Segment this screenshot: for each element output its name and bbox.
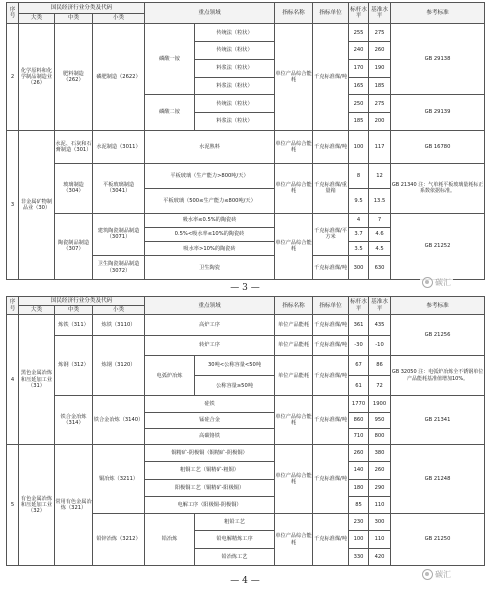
cell-minor: 炼钢（3120） <box>93 335 145 396</box>
cell-baseline: 380 <box>369 445 391 462</box>
cell-baseline: 110 <box>369 531 391 548</box>
cell-reference: GB 16780 <box>391 130 485 163</box>
cell-benchmark: 170 <box>349 59 369 77</box>
cell-indicator: 单位产品综合能耗 <box>275 163 313 213</box>
cell-baseline: 300 <box>369 514 391 531</box>
cell-benchmark: -30 <box>349 335 369 355</box>
cell-field: 粗铜工艺（铜精矿-粗铜） <box>145 462 275 479</box>
cell-baseline: 190 <box>369 59 391 77</box>
cell-major: 黑色金属冶炼和压延加工业（31） <box>19 315 55 445</box>
header-reference: 参考标准 <box>391 297 485 315</box>
cell-benchmark: 67 <box>349 355 369 375</box>
cell-baseline: 12 <box>369 163 391 188</box>
cell-minor: 铅锌冶炼（3212） <box>93 514 145 566</box>
cell-baseline: 1900 <box>369 396 391 412</box>
header-reference: 参考标准 <box>391 3 485 24</box>
wechat-channel-icon <box>422 569 433 580</box>
cell-medium: 水泥、石灰和石膏制造（301） <box>55 130 93 163</box>
wechat-channel-icon <box>422 277 433 288</box>
cell-field-b: 料浆法（粒状） <box>195 113 275 131</box>
cell-benchmark: 185 <box>349 113 369 131</box>
header-seq: 序号 <box>7 297 19 315</box>
cell-indicator: 单位产品综合能耗 <box>275 445 313 514</box>
cell-benchmark: 230 <box>349 514 369 531</box>
cell-field: 硅铁 <box>145 396 275 412</box>
header-field: 重点领域 <box>145 297 275 315</box>
cell-reference: GB 21341 <box>391 396 485 445</box>
cell-reference: GB 32050 注：电弧炉冶炼全不锈钢单位产品能耗基准值增加10%。 <box>391 355 485 396</box>
cell-field: 平板玻璃（生产能力>800吨/天） <box>145 163 275 188</box>
cell-minor: 磷肥制造（2622） <box>93 24 145 131</box>
cell-unit: 千克标准煤/吨 <box>313 315 349 335</box>
cell-baseline: 950 <box>369 412 391 428</box>
cell-baseline: 13.5 <box>369 188 391 213</box>
cell-field-b: 料浆法（粒状） <box>195 59 275 77</box>
header-minor: 小类 <box>93 306 145 315</box>
cell-medium: 铁合金冶炼（314） <box>55 396 93 445</box>
cell-field-a: 铅冶炼 <box>145 514 195 566</box>
cell-reference: GB 29138 <box>391 24 485 95</box>
cell-field: 电解工序（阳极铜-阴极铜） <box>145 496 275 513</box>
cell-baseline: 7 <box>369 213 391 227</box>
cell-field-b: 30吨<公称容量<50吨 <box>195 355 275 375</box>
page-number: — 4 — <box>230 576 260 586</box>
cell-reference: GB 29139 <box>391 95 485 131</box>
cell-field-b: 铅冶炼工艺 <box>195 548 275 565</box>
cell-baseline: 275 <box>369 95 391 113</box>
cell-field-a: 电弧炉冶炼 <box>145 355 195 396</box>
cell-benchmark: 165 <box>349 77 369 95</box>
cell-medium: 肥料制造（262） <box>55 24 93 131</box>
cell-benchmark: 255 <box>349 24 369 42</box>
cell-minor: 卫生陶瓷制品制造（3072） <box>93 256 145 280</box>
cell-indicator: 单位产品综合能耗 <box>275 396 313 445</box>
cell-baseline: -10 <box>369 335 391 355</box>
cell-baseline: 185 <box>369 77 391 95</box>
cell-baseline: 290 <box>369 479 391 496</box>
cell-field: 水泥熟料 <box>145 130 275 163</box>
cell-field: 锰硅合金 <box>145 412 275 428</box>
cell-field-b: 铅电解精炼工序 <box>195 531 275 548</box>
header-industry-group: 国民经济行业分类及代码 <box>19 3 145 14</box>
cell-benchmark: 1770 <box>349 396 369 412</box>
cell-benchmark: 85 <box>349 496 369 513</box>
cell-benchmark: 3.5 <box>349 242 369 256</box>
cell-field-b: 公称容量≥50吨 <box>195 376 275 396</box>
cell-field: 转炉工序 <box>145 335 275 355</box>
cell-reference: GB 21248 <box>391 445 485 514</box>
cell-unit: 千克标准煤/吨 <box>313 335 349 355</box>
energy-table-page-3 <box>6 2 485 280</box>
watermark <box>420 568 453 581</box>
cell-reference: GB 21256 <box>391 315 485 356</box>
cell-baseline: 800 <box>369 428 391 444</box>
cell-baseline: 435 <box>369 315 391 335</box>
cell-seq: 3 <box>7 130 19 279</box>
cell-benchmark: 140 <box>349 462 369 479</box>
cell-field: 吸水率>10%的陶瓷砖 <box>145 242 275 256</box>
cell-minor: 建筑陶瓷制品制造（3071） <box>93 213 145 256</box>
cell-unit: 千克标准煤/吨 <box>313 445 349 514</box>
cell-minor: 铁合金冶炼（3140） <box>93 396 145 445</box>
cell-field-b: 传统法（粉状） <box>195 42 275 60</box>
cell-indicator: 单位产品能耗 <box>275 315 313 335</box>
cell-medium: 常用有色金属冶炼（321） <box>55 445 93 566</box>
cell-major: 非金属矿物制品业（30） <box>19 130 55 279</box>
cell-major: 化学原料和化学制品制造业（26） <box>19 24 55 131</box>
cell-field: 卫生陶瓷 <box>145 256 275 280</box>
cell-seq: 5 <box>7 445 19 566</box>
cell-baseline: 275 <box>369 24 391 42</box>
cell-indicator: 单位产品综合能耗 <box>275 514 313 566</box>
cell-benchmark: 250 <box>349 95 369 113</box>
cell-field: 平板玻璃（500≤生产能力≤800吨/天） <box>145 188 275 213</box>
cell-field-b: 传统法（粒状） <box>195 24 275 42</box>
cell-baseline: 117 <box>369 130 391 163</box>
cell-unit: 千克标准煤/重量箱 <box>313 163 349 213</box>
energy-table-page-4 <box>6 296 485 566</box>
cell-minor: 铜冶炼（3211） <box>93 445 145 514</box>
cell-unit: 千克标准煤/吨 <box>313 130 349 163</box>
cell-baseline: 4.6 <box>369 227 391 241</box>
cell-benchmark: 860 <box>349 412 369 428</box>
cell-field: 阳极铜工艺（铜精矿-阳极铜） <box>145 479 275 496</box>
cell-baseline: 72 <box>369 376 391 396</box>
cell-medium: 炼铁（311） <box>55 315 93 335</box>
header-baseline: 基准水平 <box>369 3 391 24</box>
cell-benchmark: 300 <box>349 256 369 280</box>
header-medium: 中类 <box>55 306 93 315</box>
header-benchmark: 标杆水平 <box>349 297 369 315</box>
cell-benchmark: 100 <box>349 130 369 163</box>
cell-benchmark: 9.5 <box>349 188 369 213</box>
cell-field-b: 粗铅工艺 <box>195 514 275 531</box>
cell-field-b: 传统法（粒状） <box>195 95 275 113</box>
header-field: 重点领域 <box>145 3 275 24</box>
header-major: 大类 <box>19 306 55 315</box>
header-medium: 中类 <box>55 13 93 24</box>
header-industry-group: 国民经济行业分类及代码 <box>19 297 145 306</box>
cell-benchmark: 4 <box>349 213 369 227</box>
cell-unit: 千克标准煤/吨 <box>313 256 349 280</box>
cell-benchmark: 61 <box>349 376 369 396</box>
cell-baseline: 200 <box>369 113 391 131</box>
header-indicator: 指标名称 <box>275 297 313 315</box>
cell-medium: 玻璃制造（304） <box>55 163 93 213</box>
cell-benchmark: 330 <box>349 548 369 565</box>
header-major: 大类 <box>19 13 55 24</box>
cell-field: 吸水率≤0.5%的陶瓷砖 <box>145 213 275 227</box>
cell-field-a: 磷酸一铵 <box>145 24 195 95</box>
cell-benchmark: 260 <box>349 445 369 462</box>
header-indicator: 指标名称 <box>275 3 313 24</box>
cell-unit: 千克标准煤/吨 <box>313 514 349 566</box>
cell-benchmark: 361 <box>349 315 369 335</box>
cell-benchmark: 180 <box>349 479 369 496</box>
cell-medium: 陶瓷制品制造（307） <box>55 213 93 279</box>
cell-baseline: 4.5 <box>369 242 391 256</box>
cell-benchmark: 710 <box>349 428 369 444</box>
watermark-text: 碳汇 <box>435 570 451 579</box>
header-baseline: 基准水平 <box>369 297 391 315</box>
cell-field: 高炉工序 <box>145 315 275 335</box>
cell-unit: 千克标准煤/吨 <box>313 355 349 396</box>
cell-minor: 水泥制造（3011） <box>93 130 145 163</box>
cell-field: 高碳铬铁 <box>145 428 275 444</box>
header-unit: 指标单位 <box>313 3 349 24</box>
cell-baseline: 86 <box>369 355 391 375</box>
cell-seq: 4 <box>7 315 19 445</box>
cell-benchmark: 100 <box>349 531 369 548</box>
cell-seq: 2 <box>7 24 19 131</box>
cell-indicator: 单位产品综合能耗 <box>275 24 313 131</box>
cell-benchmark: 240 <box>349 42 369 60</box>
cell-benchmark: 3.7 <box>349 227 369 241</box>
cell-field-a: 磷酸二铵 <box>145 95 195 131</box>
header-seq: 序号 <box>7 3 19 24</box>
cell-unit: 千克标准煤/平方米 <box>313 213 349 256</box>
cell-baseline: 260 <box>369 42 391 60</box>
cell-indicator: 单位产品能耗 <box>275 355 313 396</box>
cell-baseline: 260 <box>369 462 391 479</box>
header-unit: 指标单位 <box>313 297 349 315</box>
cell-field: 0.5%<吸水率≤10%的陶瓷砖 <box>145 227 275 241</box>
cell-baseline: 110 <box>369 496 391 513</box>
cell-major: 有色金属冶炼和压延加工业（32） <box>19 445 55 566</box>
cell-minor: 炼铁（3110） <box>93 315 145 335</box>
cell-indicator: 单位产品综合能耗 <box>275 130 313 163</box>
cell-field: 铜精矿-阴极铜（铜精矿-阴极铜） <box>145 445 275 462</box>
cell-reference: GB 21250 <box>391 514 485 566</box>
page-number: — 3 — <box>230 283 260 293</box>
watermark <box>420 276 453 289</box>
cell-minor: 平板玻璃制造（3041） <box>93 163 145 213</box>
header-minor: 小类 <box>93 13 145 24</box>
cell-field-b: 料浆法（粉状） <box>195 77 275 95</box>
cell-reference: GB 21340 注：气单耗平板玻璃量耗标正系数依据标准。 <box>391 163 485 213</box>
cell-indicator: 单位产品综合能耗 <box>275 213 313 279</box>
cell-medium: 炼钢（312） <box>55 335 93 396</box>
cell-benchmark: 8 <box>349 163 369 188</box>
cell-unit: 千克标准煤/吨 <box>313 396 349 445</box>
cell-indicator: 单位产品能耗 <box>275 335 313 355</box>
watermark-text: 碳汇 <box>435 278 451 287</box>
header-benchmark: 标杆水平 <box>349 3 369 24</box>
cell-baseline: 630 <box>369 256 391 280</box>
cell-baseline: 420 <box>369 548 391 565</box>
cell-unit: 千克标准煤/吨 <box>313 24 349 131</box>
cell-reference: GB 21252 <box>391 213 485 279</box>
